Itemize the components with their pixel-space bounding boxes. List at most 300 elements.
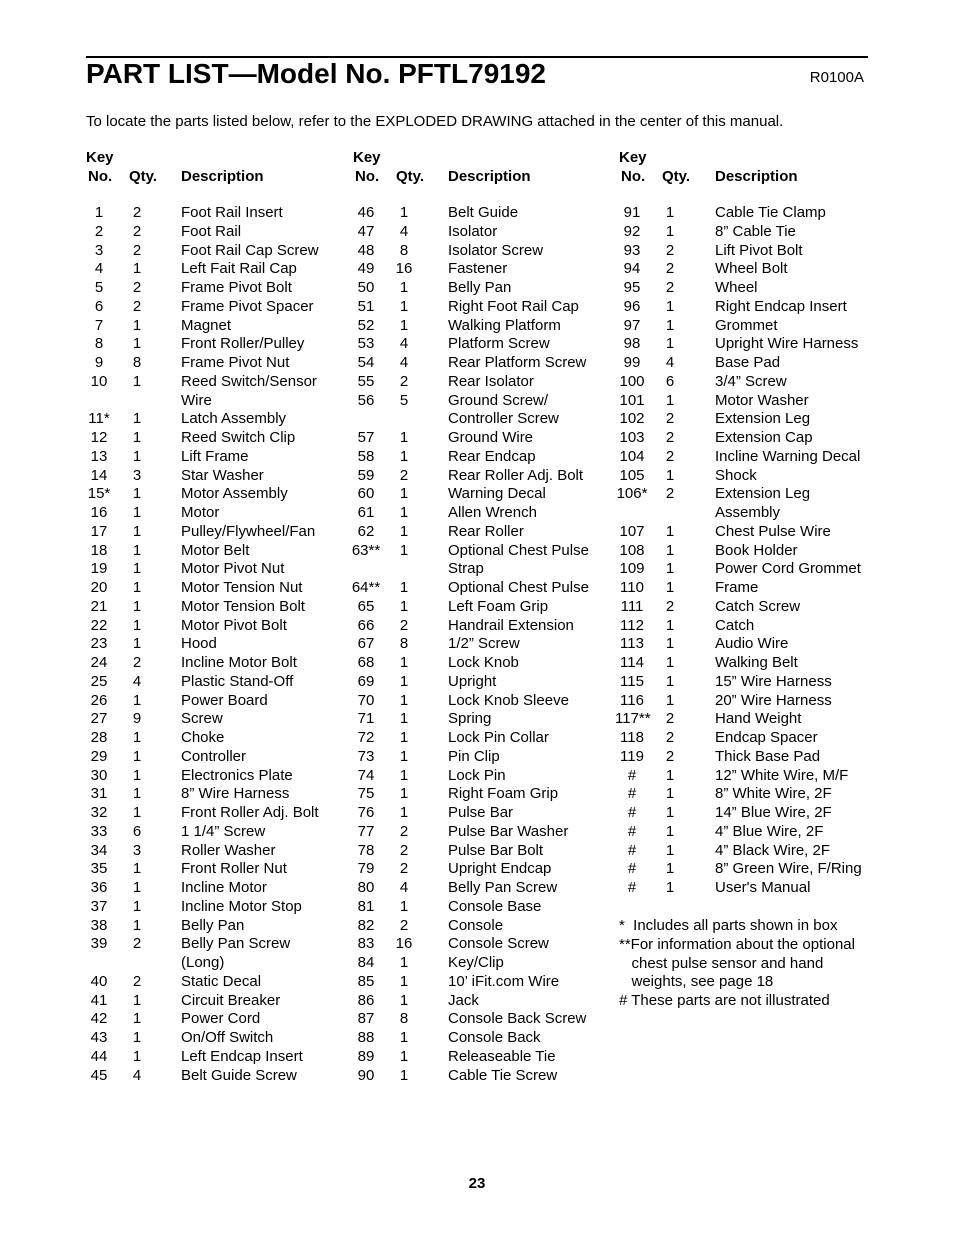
description: Pulley/Flywheel/Fan xyxy=(181,522,316,540)
key-number: 99 xyxy=(623,354,641,371)
footnote: * Includes all parts shown in box xyxy=(619,917,838,934)
description: Foot Rail Cap Screw xyxy=(181,241,319,259)
quantity: 1 xyxy=(132,616,142,634)
quantity: 1 xyxy=(399,954,409,971)
key-number: 30 xyxy=(90,766,108,784)
key-number: 67 xyxy=(357,635,375,653)
quantity: 2 xyxy=(665,729,675,746)
key-number: 108 xyxy=(619,541,645,559)
description: Motor Belt xyxy=(181,541,250,559)
description: Right Foot Rail Cap xyxy=(448,297,579,315)
key-number: 77 xyxy=(357,822,375,840)
description: Motor Tension Bolt xyxy=(181,597,305,615)
quantity: 1 xyxy=(399,1066,409,1084)
key-number: 55 xyxy=(357,372,375,390)
description: Lift Pivot Bolt xyxy=(715,241,803,259)
key-number: 11* xyxy=(88,410,110,428)
description: Frame Pivot Bolt xyxy=(181,279,292,296)
description: Extension Cap xyxy=(715,429,813,446)
quantity: 1 xyxy=(132,447,142,465)
quantity: 2 xyxy=(399,822,409,840)
key-number: 22 xyxy=(90,616,108,634)
footnote: # These parts are not illustrated xyxy=(619,992,830,1009)
quantity: 1 xyxy=(399,710,409,728)
key-number: 43 xyxy=(90,1029,108,1046)
key-number: # xyxy=(627,822,637,840)
quantity: 1 xyxy=(399,429,409,446)
description: Isolator Screw xyxy=(448,241,544,259)
quantity: 1 xyxy=(665,391,675,409)
quantity: 1 xyxy=(399,1029,409,1046)
quantity: 1 xyxy=(132,372,142,390)
description-header: Description xyxy=(715,168,798,185)
key-number: 41 xyxy=(90,991,108,1009)
key-number: 101 xyxy=(619,391,645,409)
quantity: 1 xyxy=(132,804,142,821)
key-number: 35 xyxy=(90,860,108,878)
description: Static Decal xyxy=(181,972,262,990)
description: Motor Washer xyxy=(715,391,809,409)
key-number: 26 xyxy=(90,691,108,709)
description: 10’ iFit.com Wire xyxy=(448,972,560,990)
quantity: 1 xyxy=(132,1029,142,1046)
key-number: 27 xyxy=(90,710,108,728)
description: Ground Screw/ xyxy=(448,391,549,409)
quantity: 1 xyxy=(132,560,142,578)
description: Handrail Extension xyxy=(448,616,574,634)
description: 12” White Wire, M/F xyxy=(715,766,849,784)
key-number: 57 xyxy=(357,429,375,446)
description: Hand Weight xyxy=(715,710,802,728)
quantity: 1 xyxy=(399,897,409,915)
description: Wire xyxy=(181,391,212,409)
key-number: 91 xyxy=(623,204,641,221)
key-header: Key xyxy=(353,149,381,166)
description: Extension Leg xyxy=(715,485,811,503)
key-number: 14 xyxy=(90,466,108,484)
key-number: 111 xyxy=(620,597,644,615)
key-number: 12 xyxy=(90,429,108,446)
quantity: 1 xyxy=(665,635,675,653)
description: Console Screw xyxy=(448,935,549,953)
key-number: 96 xyxy=(623,297,641,315)
key-number: 100 xyxy=(619,372,645,390)
description: Allen Wrench xyxy=(448,504,537,521)
key-number: 86 xyxy=(357,991,375,1009)
quantity: 1 xyxy=(665,579,675,596)
key-number: 94 xyxy=(623,260,641,278)
quantity: 1 xyxy=(665,204,675,221)
quantity: 1 xyxy=(665,785,675,803)
quantity: 1 xyxy=(399,654,409,671)
quantity: 2 xyxy=(399,860,409,878)
description: Lift Frame xyxy=(181,447,249,465)
quantity: 1 xyxy=(665,541,675,559)
key-no-header: No. xyxy=(88,168,113,185)
quantity: 1 xyxy=(399,972,409,990)
quantity: 1 xyxy=(132,1047,142,1065)
description: Motor Tension Nut xyxy=(181,579,303,596)
key-number: 61 xyxy=(357,504,375,521)
key-number: 102 xyxy=(619,410,645,428)
quantity: 1 xyxy=(132,991,142,1009)
key-number: 68 xyxy=(357,654,375,671)
key-number: 40 xyxy=(90,972,108,990)
key-number: 32 xyxy=(90,804,108,821)
description: Console Back Screw xyxy=(448,1010,587,1028)
description: Platform Screw xyxy=(448,335,550,353)
key-number: 64** xyxy=(351,579,381,596)
quantity: 16 xyxy=(395,935,413,953)
key-number: # xyxy=(627,841,637,859)
key-number: # xyxy=(627,785,637,803)
quantity: 1 xyxy=(132,522,142,540)
key-number: 51 xyxy=(357,297,375,315)
description: Spring xyxy=(448,710,492,728)
description-header: Description xyxy=(181,168,264,185)
quantity: 1 xyxy=(399,672,409,690)
description: Rear Platform Screw xyxy=(448,354,587,371)
description: Incline Motor Bolt xyxy=(181,654,297,671)
description-header: Description xyxy=(448,168,531,185)
description: Hood xyxy=(181,635,217,653)
key-number: 21 xyxy=(90,597,108,615)
description: Electronics Plate xyxy=(181,766,293,784)
description: Walking Belt xyxy=(715,654,798,671)
description: Chest Pulse Wire xyxy=(715,522,831,540)
key-number: 23 xyxy=(90,635,108,653)
key-number: 98 xyxy=(623,335,641,353)
key-number: 46 xyxy=(357,204,375,221)
quantity: 1 xyxy=(665,804,675,821)
quantity: 1 xyxy=(132,597,142,615)
description: Thick Base Pad xyxy=(715,747,821,765)
description: Key/Clip xyxy=(448,954,504,971)
description: Catch xyxy=(715,616,755,634)
quantity: 1 xyxy=(399,579,409,596)
description: Left Fait Rail Cap xyxy=(181,260,297,278)
key-number: 34 xyxy=(90,841,108,859)
key-number: 56 xyxy=(357,391,375,409)
key-number: 110 xyxy=(620,579,644,596)
description: Pin Clip xyxy=(448,747,500,765)
key-number: 24 xyxy=(90,654,108,671)
description: Fastener xyxy=(448,260,508,278)
quantity: 1 xyxy=(399,691,409,709)
key-number: 119 xyxy=(620,747,644,765)
quantity: 1 xyxy=(132,635,142,653)
quantity: 2 xyxy=(132,297,142,315)
key-number: 44 xyxy=(90,1047,108,1065)
quantity: 1 xyxy=(132,747,142,765)
quantity: 2 xyxy=(665,260,675,278)
key-number: 50 xyxy=(357,279,375,296)
description: Power Board xyxy=(181,691,268,709)
description: On/Off Switch xyxy=(181,1029,274,1046)
quantity: 16 xyxy=(395,260,413,278)
quantity: 1 xyxy=(132,860,142,878)
key-number: 71 xyxy=(357,710,375,728)
key-number: 25 xyxy=(90,672,108,690)
quantity: 1 xyxy=(665,841,675,859)
quantity: 1 xyxy=(665,335,675,353)
quantity: 1 xyxy=(399,747,409,765)
key-number: 65 xyxy=(357,597,375,615)
key-number: 109 xyxy=(619,560,645,578)
key-number: # xyxy=(627,766,637,784)
key-header: Key xyxy=(86,149,114,166)
key-number: 105 xyxy=(619,466,645,484)
key-number: 104 xyxy=(619,447,645,465)
key-number: 80 xyxy=(357,879,375,896)
quantity: 1 xyxy=(132,879,142,896)
quantity: 2 xyxy=(132,935,142,953)
description: Right Foam Grip xyxy=(448,785,559,803)
key-number: 69 xyxy=(357,672,375,690)
key-number: 6 xyxy=(94,297,104,315)
quantity: 1 xyxy=(132,429,142,446)
description: Console Back xyxy=(448,1029,541,1046)
description: Cable Tie Screw xyxy=(448,1066,558,1084)
description: Optional Chest Pulse xyxy=(448,579,589,596)
key-number: 49 xyxy=(357,260,375,278)
quantity: 1 xyxy=(665,860,675,878)
key-number: 76 xyxy=(357,804,375,821)
description: 14” Blue Wire, 2F xyxy=(715,804,832,821)
key-number: 106* xyxy=(616,485,648,503)
quantity: 4 xyxy=(132,672,142,690)
key-number: 13 xyxy=(90,447,108,465)
description: Releaseable Tie xyxy=(448,1047,556,1065)
description: Motor Pivot Bolt xyxy=(181,616,287,634)
description: Upright Wire Harness xyxy=(715,335,859,353)
description: Belly Pan Screw xyxy=(448,879,558,896)
key-number: 116 xyxy=(620,691,644,709)
key-number: # xyxy=(627,804,637,821)
description: Pulse Bar xyxy=(448,804,514,821)
description: Warning Decal xyxy=(448,485,546,503)
quantity: 1 xyxy=(132,897,142,915)
quantity: 4 xyxy=(399,222,409,240)
key-number: 47 xyxy=(357,222,375,240)
quantity: 1 xyxy=(399,297,409,315)
description: Isolator xyxy=(448,222,498,240)
quantity: 2 xyxy=(399,616,409,634)
description: Reed Switch/Sensor xyxy=(181,372,317,390)
description: Console xyxy=(448,916,504,934)
quantity: 1 xyxy=(132,691,142,709)
quantity: 1 xyxy=(132,260,142,278)
quantity: 2 xyxy=(399,372,409,390)
key-number: 114 xyxy=(620,654,644,671)
quantity: 1 xyxy=(665,672,675,690)
description: Controller xyxy=(181,747,247,765)
key-number: 54 xyxy=(357,354,375,371)
quantity: 1 xyxy=(399,541,409,559)
key-no-header: No. xyxy=(621,168,646,185)
quantity: 1 xyxy=(665,297,675,315)
quantity: 1 xyxy=(399,766,409,784)
quantity: 1 xyxy=(399,1047,409,1065)
key-number: 19 xyxy=(90,560,108,578)
key-number: 1 xyxy=(94,204,104,221)
footnotes xyxy=(619,917,855,1011)
key-number: 2 xyxy=(94,222,104,240)
description: Audio Wire xyxy=(715,635,789,653)
quantity: 1 xyxy=(399,447,409,465)
quantity: 8 xyxy=(132,354,142,371)
description: 8” Cable Tie xyxy=(715,222,796,240)
key-number: 48 xyxy=(357,241,375,259)
key-number: 62 xyxy=(357,522,375,540)
description: Wheel Bolt xyxy=(715,260,788,278)
quantity: 1 xyxy=(665,222,675,240)
description: Foot Rail Insert xyxy=(181,204,283,221)
description: Endcap Spacer xyxy=(715,729,818,746)
description: Pulse Bar Bolt xyxy=(448,841,544,859)
description: Console Base xyxy=(448,897,542,915)
description: Belly Pan xyxy=(181,916,245,934)
description: Ground Wire xyxy=(448,429,534,446)
key-header: Key xyxy=(619,149,647,166)
quantity: 1 xyxy=(665,316,675,334)
quantity: 2 xyxy=(399,466,409,484)
quantity: 1 xyxy=(132,766,142,784)
quantity: 1 xyxy=(132,916,142,934)
description: Incline Warning Decal xyxy=(715,447,861,465)
description: Controller Screw xyxy=(448,410,559,428)
key-number: 113 xyxy=(620,635,644,653)
quantity: 2 xyxy=(665,410,675,428)
quantity: 4 xyxy=(665,354,675,371)
quantity: 2 xyxy=(132,204,142,221)
quantity: 1 xyxy=(399,279,409,296)
description: Front Roller Adj. Bolt xyxy=(181,804,319,821)
key-number: 82 xyxy=(357,916,375,934)
description: Pulse Bar Washer xyxy=(448,822,569,840)
description: Foot Rail xyxy=(181,222,242,240)
quantity: 1 xyxy=(132,785,142,803)
quantity: 2 xyxy=(665,429,675,446)
description: 1 1/4” Screw xyxy=(181,822,266,840)
key-number: 73 xyxy=(357,747,375,765)
quantity: 2 xyxy=(399,916,409,934)
quantity: 1 xyxy=(665,560,675,578)
description: 4” Black Wire, 2F xyxy=(715,841,831,859)
quantity: 1 xyxy=(665,822,675,840)
key-number: 118 xyxy=(620,729,644,746)
description: Front Roller Nut xyxy=(181,860,287,878)
key-number: 16 xyxy=(90,504,108,521)
key-number: 90 xyxy=(357,1066,375,1084)
description: Left Endcap Insert xyxy=(181,1047,303,1065)
description: Rear Endcap xyxy=(448,447,536,465)
quantity: 1 xyxy=(132,579,142,596)
key-number: 92 xyxy=(623,222,641,240)
qty-header: Qty. xyxy=(662,168,691,185)
key-number: 42 xyxy=(90,1010,108,1028)
key-number: # xyxy=(627,879,637,896)
quantity: 1 xyxy=(665,766,675,784)
description: Lock Knob Sleeve xyxy=(448,691,569,709)
description: Book Holder xyxy=(715,541,798,559)
description: Motor Assembly xyxy=(181,485,288,503)
description: Power Cord xyxy=(181,1010,261,1028)
key-number: 3 xyxy=(94,241,104,259)
key-number: 7 xyxy=(94,316,104,334)
qty-header: Qty. xyxy=(129,168,158,185)
key-number: 117** xyxy=(615,710,651,728)
key-number: 89 xyxy=(357,1047,375,1065)
quantity: 2 xyxy=(132,972,142,990)
footnote: weights, see page 18 xyxy=(619,973,774,991)
key-number: 52 xyxy=(357,316,375,334)
description: Rear Isolator xyxy=(448,372,534,390)
quantity: 2 xyxy=(399,841,409,859)
quantity: 3 xyxy=(132,466,142,484)
footnote: **For information about the optional xyxy=(619,935,855,953)
description: Power Cord Grommet xyxy=(715,560,861,578)
description: Motor xyxy=(181,504,220,521)
quantity: 1 xyxy=(665,522,675,540)
quantity: 4 xyxy=(399,879,409,896)
description: 3/4” Screw xyxy=(715,372,787,390)
quantity: 2 xyxy=(665,447,675,465)
key-number: 36 xyxy=(90,879,108,896)
description: Extension Leg xyxy=(715,410,811,428)
key-number: 97 xyxy=(623,316,641,334)
description: 8” Wire Harness xyxy=(181,785,290,803)
key-number: 88 xyxy=(357,1029,375,1046)
description: Circuit Breaker xyxy=(181,991,281,1009)
key-number: # xyxy=(627,860,637,878)
quantity: 1 xyxy=(132,410,142,428)
quantity: 1 xyxy=(132,485,142,503)
key-number: 38 xyxy=(90,916,108,934)
quantity: 2 xyxy=(665,747,675,765)
quantity: 2 xyxy=(132,222,142,240)
quantity: 4 xyxy=(132,1066,142,1084)
description: 1/2” Screw xyxy=(448,635,520,653)
quantity: 2 xyxy=(665,241,675,259)
description: Frame Pivot Nut xyxy=(181,354,290,371)
key-number: 17 xyxy=(90,522,108,540)
key-number: 103 xyxy=(619,429,645,446)
key-number: 60 xyxy=(357,485,375,503)
quantity: 2 xyxy=(132,654,142,671)
quantity: 1 xyxy=(399,504,409,521)
quantity: 1 xyxy=(399,522,409,540)
description: Rear Roller xyxy=(448,522,524,540)
description: Choke xyxy=(181,729,225,746)
quantity: 1 xyxy=(399,597,409,615)
description: Wheel xyxy=(715,279,758,296)
quantity: 2 xyxy=(132,241,142,259)
key-number: 39 xyxy=(90,935,108,953)
description: 15” Wire Harness xyxy=(715,672,832,690)
key-number: 79 xyxy=(357,860,375,878)
quantity: 1 xyxy=(399,785,409,803)
key-number: 81 xyxy=(357,897,375,915)
description: Upright Endcap xyxy=(448,860,552,878)
quantity: 2 xyxy=(665,485,675,503)
description: Strap xyxy=(448,560,484,578)
key-number: 66 xyxy=(357,616,375,634)
key-number: 5 xyxy=(94,279,104,296)
quantity: 1 xyxy=(132,504,142,521)
description: Frame xyxy=(715,579,759,596)
description: Grommet xyxy=(715,316,778,334)
